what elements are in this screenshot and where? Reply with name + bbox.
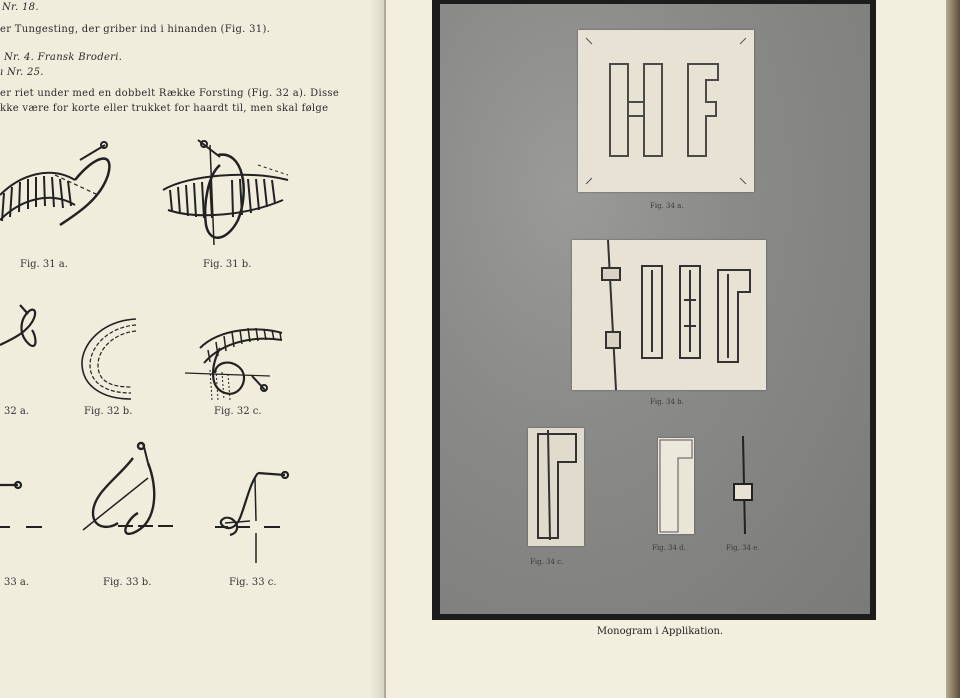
text-line-1: er Tungesting, der griber ind i hinanden (Fig. 31).	[0, 24, 271, 35]
applique-steps	[572, 240, 766, 390]
caption-fig32a: 32 a.	[4, 406, 30, 417]
caption-fig33b: Fig. 33 b.	[103, 577, 152, 588]
caption-fig34a: Fig. 34 a.	[650, 202, 684, 210]
caption-fig32b: Fig. 32 b.	[84, 406, 133, 417]
fabric-fig34a	[578, 30, 754, 192]
figure-31a	[0, 135, 120, 235]
text-line-2: er riet under med en dobbelt Række Forsting (Fig. 32 a). Disse	[0, 88, 340, 99]
fabric-fig34c	[528, 428, 584, 546]
caption-fig34e: Fig. 34 e.	[726, 544, 760, 552]
figure-32c	[180, 318, 290, 403]
book-edge	[946, 0, 960, 698]
caption-fig34d: Fig. 34 d.	[652, 544, 686, 552]
left-page	[0, 0, 384, 698]
heading-nr18: Nr. 18.	[2, 2, 39, 13]
heading-fransk-broderi: Nr. 4. Fransk Broderi.	[4, 52, 123, 63]
applique-piece-e	[730, 436, 756, 536]
caption-fig32c: Fig. 32 c.	[214, 406, 262, 417]
text-line-3: kke være for korte eller trukket for haardt til, men skal følge	[0, 103, 329, 114]
figure-33a	[0, 475, 50, 535]
caption-fig34c: Fig. 34 c.	[530, 558, 564, 566]
heading-nr25: ı Nr. 25.	[0, 67, 44, 78]
figure-32a	[0, 300, 45, 355]
caption-fig33a: 33 a.	[4, 577, 30, 588]
applique-piece-c	[528, 428, 584, 546]
caption-fig34b: Fig. 34 b.	[650, 398, 684, 406]
caption-fig31a: Fig. 31 a.	[20, 259, 68, 270]
figure-31b	[158, 135, 298, 250]
photograph-monogram-applique	[440, 4, 870, 614]
caption-fig33c: Fig. 33 c.	[229, 577, 277, 588]
applique-piece-d	[658, 438, 694, 534]
caption-fig31b: Fig. 31 b.	[203, 259, 252, 270]
figure-32b	[76, 315, 141, 400]
figure-33b	[78, 438, 178, 543]
monogram-hf-outline	[578, 30, 754, 192]
fabric-fig34d	[658, 438, 694, 534]
photo-caption: Monogram i Applikation.	[596, 626, 724, 637]
fabric-fig34b	[572, 240, 766, 390]
figure-33c	[210, 463, 295, 568]
